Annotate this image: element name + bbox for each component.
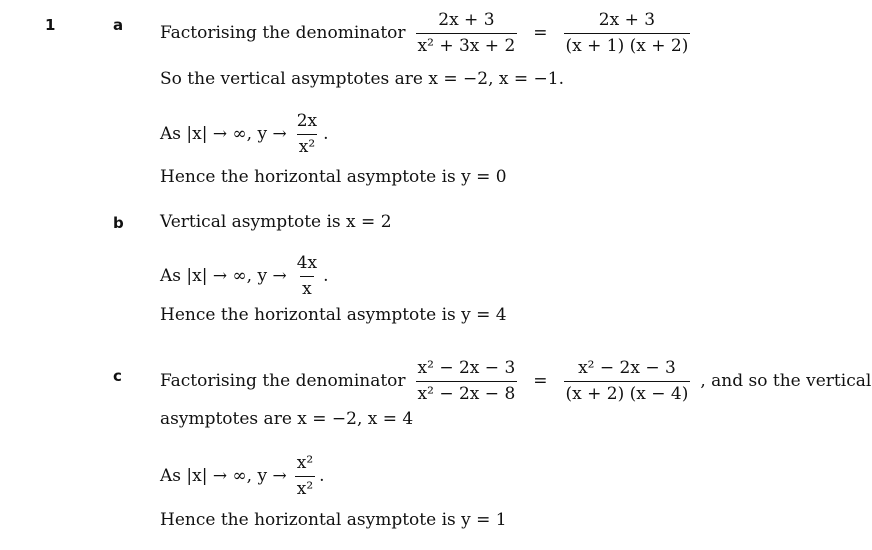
part-c-limit-line (160, 448, 325, 504)
part-a-fraction-factorised-numerator: 2x + 3 (598, 10, 656, 30)
part-a-limit-suffix: . (323, 124, 329, 144)
part-c-factorising-line (160, 353, 871, 409)
part-a-limit-line (160, 107, 329, 161)
part-c-label: c (113, 367, 122, 385)
part-a-fraction-factorised (564, 10, 691, 56)
part-a-factorising-text: Factorising the denominator (160, 23, 406, 43)
part-a-label: a (113, 16, 124, 34)
part-c-limit-numerator: x² (296, 453, 314, 473)
part-b-limit-prefix: As |x| → ∞, y → (160, 266, 287, 286)
part-c-factorising-tail: , and so the vertical (700, 371, 872, 391)
part-c-horizontal-asymptote: Hence the horizontal asymptote is y = 1 (160, 510, 507, 530)
part-b-limit-suffix: . (323, 266, 329, 286)
part-c-limit-denominator: x² (295, 476, 315, 499)
part-c-vertical-asymptotes: asymptotes are x = −2, x = 4 (160, 409, 414, 429)
part-b-limit-denominator: x (300, 276, 314, 299)
part-c-limit-suffix: . (319, 466, 325, 486)
part-b-horizontal-asymptote: Hence the horizontal asymptote is y = 4 (160, 305, 507, 325)
part-a-fraction-original-numerator: 2x + 3 (438, 10, 495, 30)
part-a-vertical-asymptotes: So the vertical asymptotes are x = −2, x = −1. (160, 69, 564, 89)
part-a-limit-fraction (295, 111, 319, 157)
part-b-limit-numerator: 4x (296, 253, 318, 273)
part-b-limit-line (160, 249, 329, 303)
part-a-limit-numerator: 2x (296, 111, 318, 131)
part-c-fraction-original (416, 358, 518, 404)
part-c-fraction-original-denominator: x² − 2x − 8 (416, 381, 518, 404)
part-a-factorising-line (160, 5, 694, 61)
part-c-factorising-text: Factorising the denominator (160, 371, 406, 391)
part-b-limit-fraction (295, 253, 319, 299)
part-b-vertical-asymptote: Vertical asymptote is x = 2 (160, 212, 392, 232)
part-a-fraction-original-denominator: x² + 3x + 2 (416, 33, 518, 56)
part-a-fraction-factorised-denominator: (x + 1) (x + 2) (564, 33, 691, 56)
part-c-fraction-original-numerator: x² − 2x − 3 (417, 358, 516, 378)
part-c-fraction-factorised (564, 358, 691, 404)
part-a-horizontal-asymptote: Hence the horizontal asymptote is y = 0 (160, 167, 507, 187)
part-a-limit-denominator: x² (297, 134, 317, 157)
question-number: 1 (45, 16, 56, 34)
part-c-limit-fraction (295, 453, 315, 499)
part-c-fraction-factorised-numerator: x² − 2x − 3 (578, 358, 676, 378)
part-b-label: b (113, 214, 124, 232)
part-c-equals-sign: = (533, 371, 548, 391)
part-a-limit-prefix: As |x| → ∞, y → (160, 124, 287, 144)
part-a-equals-sign: = (533, 23, 548, 43)
part-c-limit-prefix: As |x| → ∞, y → (160, 466, 287, 486)
part-c-fraction-factorised-denominator: (x + 2) (x − 4) (564, 381, 691, 404)
part-a-fraction-original (416, 10, 518, 56)
